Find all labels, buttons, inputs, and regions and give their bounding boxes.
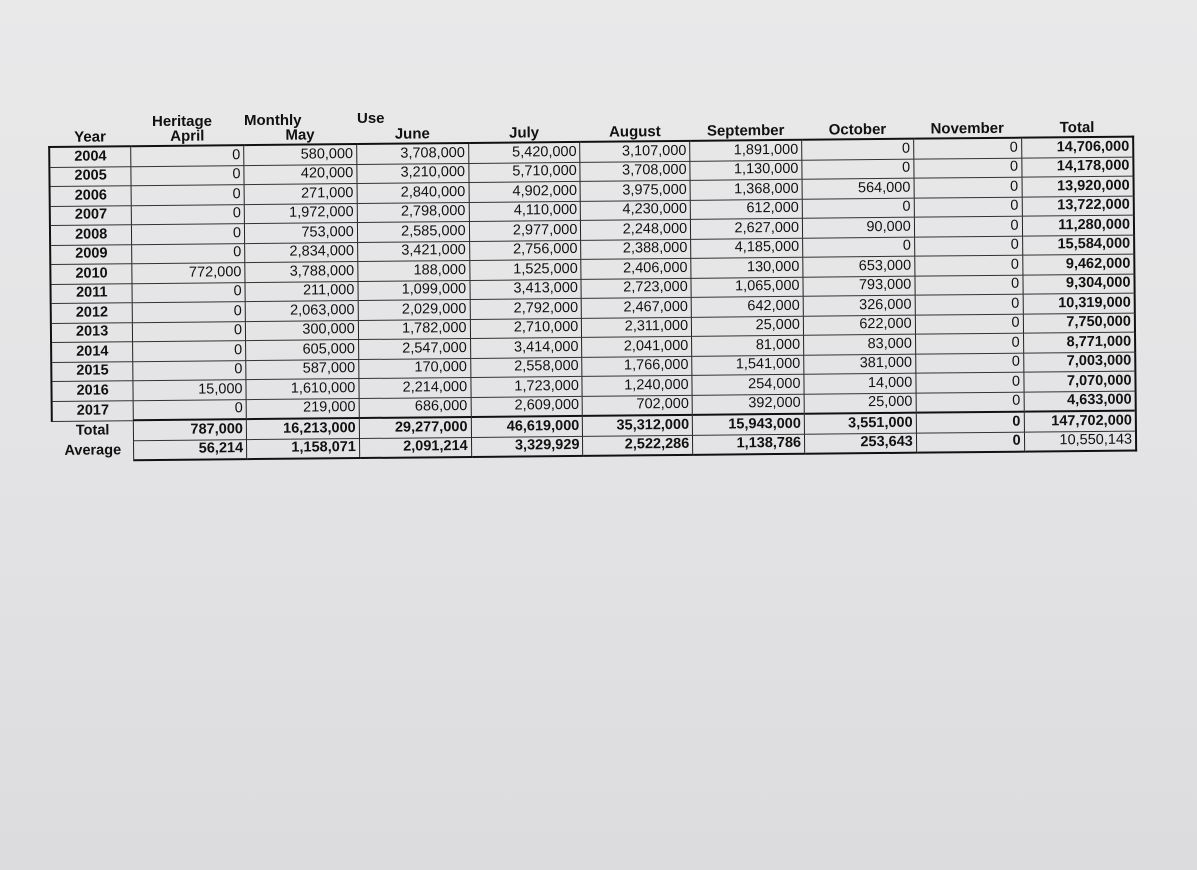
cell-november: 0 [915,353,1023,374]
cell-total: 10,550,143 [1024,431,1136,452]
cell-may: 219,000 [246,398,359,419]
cell-july: 2,756,000 [469,240,581,261]
cell-august: 2,248,000 [581,219,691,240]
cell-june: 686,000 [359,397,471,418]
cell-may: 1,158,071 [247,438,360,459]
cell-april: 0 [133,341,246,362]
cell-may: 420,000 [244,164,357,185]
cell-september: 1,130,000 [690,160,802,181]
cell-november: 0 [913,138,1021,159]
row-label: 2005 [49,166,131,186]
row-label: 2009 [50,244,132,264]
cell-august: 2,406,000 [581,258,691,279]
cell-october: 14,000 [804,373,916,394]
cell-april: 0 [133,302,246,323]
row-label: 2013 [51,322,133,342]
cell-november: 0 [915,275,1023,296]
cell-may: 1,610,000 [246,379,359,400]
cell-june: 2,798,000 [357,202,469,223]
cell-april: 772,000 [132,263,245,284]
cell-total: 147,702,000 [1024,411,1136,432]
cell-october: 3,551,000 [804,413,916,434]
cell-november: 0 [914,197,1022,218]
cell-october: 564,000 [802,178,914,199]
cell-october: 25,000 [804,393,916,414]
cell-september: 130,000 [691,257,803,278]
cell-july: 2,609,000 [471,396,583,417]
cell-november: 0 [916,392,1024,413]
cell-april: 0 [133,360,246,381]
cell-october: 622,000 [803,315,915,336]
cell-april: 0 [132,282,245,303]
cell-october: 0 [802,198,914,219]
cell-august: 2,388,000 [581,239,691,260]
cell-november: 0 [914,177,1022,198]
row-label: 2010 [50,264,132,284]
monthly-use-table [48,118,1137,462]
cell-august: 2,041,000 [582,336,692,357]
row-label: 2012 [51,303,133,323]
row-label: 2008 [50,225,132,245]
column-header-september: September [706,121,785,140]
cell-september: 1,368,000 [690,179,802,200]
cell-november: 0 [914,236,1022,257]
title-word-heritage: Heritage [152,113,213,130]
cell-total: 15,584,000 [1022,235,1134,256]
cell-september: 1,891,000 [690,140,802,161]
cell-november: 0 [915,314,1023,335]
cell-july: 2,792,000 [470,298,582,319]
cell-total: 10,319,000 [1023,293,1135,314]
cell-april: 56,214 [134,439,247,460]
cell-september: 254,000 [692,374,804,395]
cell-november: 0 [915,333,1023,354]
cell-october: 83,000 [804,334,916,355]
cell-april: 0 [131,185,244,206]
cell-july: 5,420,000 [468,142,580,163]
cell-june: 1,782,000 [358,319,470,340]
cell-total: 9,304,000 [1023,274,1135,295]
cell-october: 793,000 [803,276,915,297]
column-header-april: April [170,126,205,145]
cell-total: 7,750,000 [1023,313,1135,334]
cell-october: 90,000 [802,217,914,238]
cell-may: 580,000 [244,144,357,165]
row-label: 2006 [50,186,132,206]
column-header-august: August [608,122,661,141]
column-header-october: October [828,120,887,139]
cell-july: 3,413,000 [470,279,582,300]
row-label: 2004 [49,146,131,167]
column-header-may: May [285,125,315,144]
row-label: 2017 [52,400,134,421]
cell-may: 1,972,000 [244,203,357,224]
cell-may: 605,000 [246,340,359,361]
title-word-use: Use [357,110,385,127]
column-header-november: November [930,119,1004,138]
cell-october: 253,643 [805,433,917,454]
cell-september: 15,943,000 [693,414,805,435]
cell-october: 0 [803,237,915,258]
cell-october: 381,000 [804,354,916,375]
cell-june: 188,000 [358,260,470,281]
cell-august: 3,708,000 [580,161,690,182]
column-header-june: June [394,124,430,143]
cell-october: 326,000 [803,295,915,316]
cell-july: 1,525,000 [469,259,581,280]
cell-november: 0 [915,294,1023,315]
cell-may: 587,000 [246,359,359,380]
cell-november: 0 [914,216,1022,237]
cell-may: 2,834,000 [245,242,358,263]
cell-july: 4,902,000 [469,181,581,202]
cell-june: 2,840,000 [357,182,469,203]
cell-may: 16,213,000 [246,418,359,439]
cell-june: 3,421,000 [357,241,469,262]
cell-may: 753,000 [244,223,357,244]
cell-july: 2,558,000 [470,357,582,378]
cell-april: 0 [132,243,245,264]
cell-total: 9,462,000 [1022,254,1134,275]
cell-may: 2,063,000 [245,301,358,322]
cell-july: 4,110,000 [469,201,581,222]
row-label: 2011 [50,283,132,303]
cell-september: 1,065,000 [691,277,803,298]
cell-september: 642,000 [691,296,803,317]
row-label: 2016 [51,381,133,401]
cell-september: 25,000 [692,316,804,337]
cell-august: 2,723,000 [581,278,691,299]
cell-november: 0 [916,432,1024,453]
cell-total: 7,070,000 [1023,371,1135,392]
cell-may: 211,000 [245,281,358,302]
cell-november: 0 [915,255,1023,276]
cell-august: 2,522,286 [583,435,693,456]
cell-july: 3,414,000 [470,337,582,358]
cell-june: 3,708,000 [356,143,468,164]
cell-june: 29,277,000 [359,417,471,438]
cell-april: 15,000 [133,380,246,401]
row-label: 2014 [51,342,133,362]
cell-august: 2,311,000 [582,317,692,338]
cell-october: 0 [802,159,914,180]
cell-july: 1,723,000 [471,376,583,397]
cell-october: 0 [802,139,914,160]
cell-april: 0 [132,224,245,245]
cell-april: 0 [133,321,246,342]
cell-august: 1,240,000 [582,375,692,396]
cell-august: 3,975,000 [580,180,690,201]
row-label: Total [52,420,134,441]
cell-total: 14,178,000 [1021,157,1133,178]
cell-september: 1,541,000 [692,355,804,376]
cell-april: 0 [132,204,245,225]
cell-total: 14,706,000 [1021,137,1133,158]
title-word-monthly: Monthly [244,112,302,129]
cell-july: 5,710,000 [468,162,580,183]
cell-total: 13,920,000 [1022,176,1134,197]
cell-june: 2,585,000 [357,221,469,242]
cell-total: 7,003,000 [1023,352,1135,373]
cell-august: 3,107,000 [580,141,690,162]
cell-total: 8,771,000 [1023,332,1135,353]
cell-june: 2,547,000 [358,338,470,359]
row-label: 2015 [51,361,133,381]
cell-june: 170,000 [359,358,471,379]
cell-may: 3,788,000 [245,262,358,283]
cell-july: 2,977,000 [469,220,581,241]
cell-july: 3,329,929 [471,436,583,457]
cell-september: 81,000 [692,335,804,356]
cell-june: 1,099,000 [358,280,470,301]
cell-august: 35,312,000 [583,415,693,436]
cell-total: 13,722,000 [1022,196,1134,217]
cell-july: 46,619,000 [471,416,583,437]
cell-august: 2,467,000 [582,297,692,318]
cell-november: 0 [916,372,1024,393]
cell-august: 1,766,000 [582,356,692,377]
cell-total: 4,633,000 [1024,391,1136,412]
cell-november: 0 [914,158,1022,179]
cell-april: 0 [131,165,244,186]
cell-june: 2,091,214 [359,437,471,458]
cell-april: 0 [131,145,244,166]
row-label: 2007 [50,205,132,225]
cell-may: 271,000 [244,184,357,205]
cell-august: 4,230,000 [581,200,691,221]
cell-total: 11,280,000 [1022,215,1134,236]
cell-november: 0 [916,412,1024,433]
cell-june: 2,214,000 [359,377,471,398]
cell-july: 2,710,000 [470,318,582,339]
column-header-total: Total [1059,118,1095,136]
cell-may: 300,000 [245,320,358,341]
cell-september: 392,000 [692,394,804,415]
column-header-july: July [508,123,540,142]
cell-october: 653,000 [803,256,915,277]
row-label: Average [52,440,134,461]
cell-september: 612,000 [690,199,802,220]
table-body [49,137,1136,461]
cell-june: 3,210,000 [357,163,469,184]
cell-september: 4,185,000 [691,238,803,259]
cell-april: 787,000 [134,419,247,440]
cell-june: 2,029,000 [358,299,470,320]
cell-august: 702,000 [583,395,693,416]
cell-april: 0 [133,399,246,420]
cell-september: 1,138,786 [693,434,805,455]
column-header-year: Year [74,127,106,146]
cell-september: 2,627,000 [691,218,803,239]
